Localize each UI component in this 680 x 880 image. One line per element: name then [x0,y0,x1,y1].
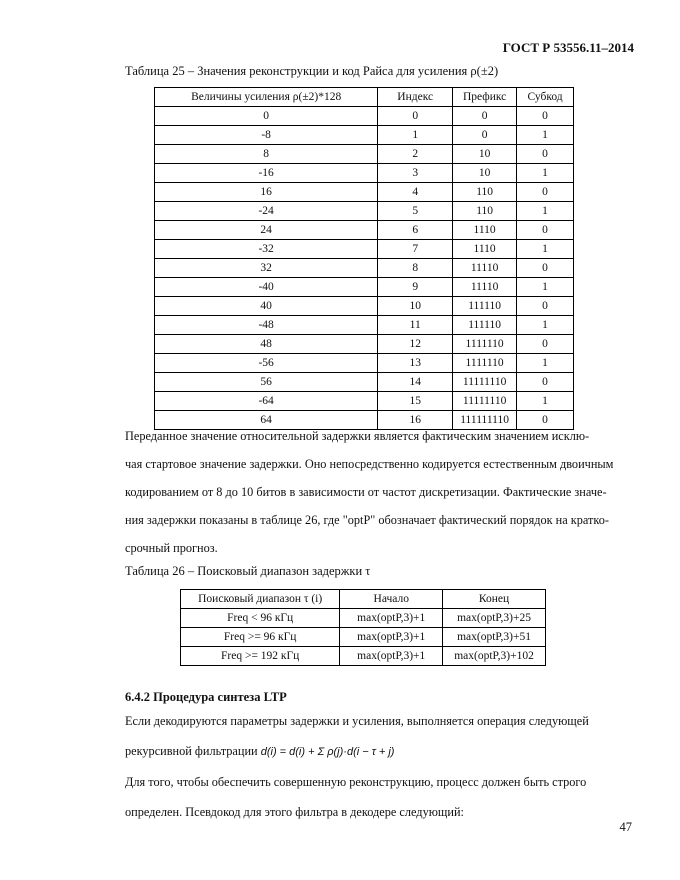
table-row [155,202,574,221]
table-row [155,164,574,183]
table-cell: 0 [155,107,378,126]
table-row [155,278,574,297]
table-cell: 16 [155,183,378,202]
table-cell: 8 [378,259,453,278]
section-line [125,736,635,767]
table-cell: -56 [155,354,378,373]
table-cell: 24 [155,221,378,240]
table-row [181,609,546,628]
table-cell: 0 [378,107,453,126]
table-cell: max(optP,3)+1 [340,628,443,647]
table-cell: Freq >= 96 кГц [181,628,340,647]
section-line-prefix: рекурсивной фильтрации [125,744,258,758]
table-cell: 1 [517,278,574,297]
table-cell: 0 [453,126,517,145]
paragraph-line: чая стартовое значение задержки. Оно непосредственно кодируется естественным двоичным [125,457,614,471]
table-cell: -8 [155,126,378,145]
table-cell: 11111110 [453,392,517,411]
table-header-row [155,88,574,107]
table-cell: 13 [378,354,453,373]
table-cell: 1110 [453,221,517,240]
table-cell: 1 [517,202,574,221]
table-row [155,373,574,392]
table-cell: 1110 [453,240,517,259]
paragraph-line: срочный прогноз. [125,541,218,555]
table-cell: 9 [378,278,453,297]
table-cell: 40 [155,297,378,316]
section-line: Если декодируются параметры задержки и усиления, выполняется операция следующей [125,714,589,728]
table-row [155,316,574,335]
column-header: Начало [340,590,443,609]
section-line: определен. Псевдокод для этого фильтра в декодере следующий: [125,805,464,819]
table-cell: 7 [378,240,453,259]
table-cell: 0 [517,183,574,202]
table-cell: 10 [378,297,453,316]
table-cell: 5 [378,202,453,221]
table-cell: 32 [155,259,378,278]
table-cell: 56 [155,373,378,392]
table-row [155,335,574,354]
table-cell: 0 [517,297,574,316]
table-row [181,628,546,647]
table-row [155,107,574,126]
table-cell: 111111110 [453,411,517,430]
section-text [125,706,635,827]
table-cell: 111110 [453,297,517,316]
table-cell: 11 [378,316,453,335]
table-cell: 1 [517,392,574,411]
table-cell: -16 [155,164,378,183]
table-cell: 16 [378,411,453,430]
table-cell: 1 [517,240,574,259]
column-header: Величины усиления ρ(±2)*128 [155,88,378,107]
table-cell: max(optP,3)+102 [443,647,546,666]
table-cell: -64 [155,392,378,411]
table-row [155,126,574,145]
table-row [155,145,574,164]
table-cell: 0 [517,411,574,430]
table-cell: -24 [155,202,378,221]
table-cell: 4 [378,183,453,202]
table-cell: 0 [517,259,574,278]
table-cell: 8 [155,145,378,164]
table-cell: 0 [517,335,574,354]
table-cell: 10 [453,164,517,183]
column-header: Префикс [453,88,517,107]
document-header: ГОСТ Р 53556.11–2014 [502,40,634,55]
table-cell: 110 [453,183,517,202]
table-cell: 2 [378,145,453,164]
table-cell: 1 [378,126,453,145]
table-row [155,297,574,316]
table-cell: max(optP,3)+25 [443,609,546,628]
table-cell: max(optP,3)+51 [443,628,546,647]
paragraph-line: кодированием от 8 до 10 битов в зависимости от частот дискретизации. Фактические значе- [125,485,607,499]
table-row [155,392,574,411]
table-cell: 0 [517,107,574,126]
table-cell: Freq >= 192 кГц [181,647,340,666]
table-cell: -48 [155,316,378,335]
table-header-row [181,590,546,609]
table-cell: 10 [453,145,517,164]
table-cell: 1 [517,316,574,335]
column-header: Конец [443,590,546,609]
table-cell: 110 [453,202,517,221]
table-cell: max(optP,3)+1 [340,647,443,666]
column-header: Индекс [378,88,453,107]
table-cell: 6 [378,221,453,240]
column-header: Поисковый диапазон τ (i) [181,590,340,609]
table-25 [154,87,574,430]
table-cell: 3 [378,164,453,183]
table-row [155,259,574,278]
table-cell: max(optP,3)+1 [340,609,443,628]
table-row [155,221,574,240]
table-cell: 0 [517,373,574,392]
table-cell: 12 [378,335,453,354]
table-cell: 111110 [453,316,517,335]
table-cell: 1 [517,354,574,373]
recursive-filter-formula: d(i) = d(i) + Σ ρ(j)·d(i − τ + j) [260,746,395,758]
table-cell: 64 [155,411,378,430]
table-cell: 11111110 [453,373,517,392]
page-number: 47 [619,820,632,834]
table-cell: 11110 [453,259,517,278]
table-cell: 0 [517,145,574,164]
table-cell: 11110 [453,278,517,297]
table25-caption: Таблица 25 – Значения реконструкции и код Райса для усиления ρ(±2) [125,64,499,78]
table-cell: 1111110 [453,335,517,354]
table-26 [180,589,546,666]
column-header: Субкод [517,88,574,107]
table-row [155,183,574,202]
table-cell: 15 [378,392,453,411]
table-cell: 14 [378,373,453,392]
section-line: Для того, чтобы обеспечить совершенную реконструкцию, процесс должен быть строго [125,775,587,789]
table26-caption: Таблица 26 – Поисковый диапазон задержки τ [125,564,371,578]
table-cell: 0 [453,107,517,126]
table-cell: 1 [517,164,574,183]
table-row [155,240,574,259]
paragraph-line: Переданное значение относительной задержки является фактическим значением исклю- [125,429,590,443]
table-cell: 1 [517,126,574,145]
table-cell: Freq < 96 кГц [181,609,340,628]
paragraph-delay-description [125,422,635,562]
table-cell: 1111110 [453,354,517,373]
table-cell: 48 [155,335,378,354]
table-row [155,354,574,373]
section-title: 6.4.2 Процедура синтеза LTP [125,690,287,704]
table-cell: 0 [517,221,574,240]
table-row [181,647,546,666]
table-cell: -32 [155,240,378,259]
table-cell: -40 [155,278,378,297]
paragraph-line: ния задержки показаны в таблице 26, где "optP" обозначает фактический порядок на кратко- [125,513,610,527]
